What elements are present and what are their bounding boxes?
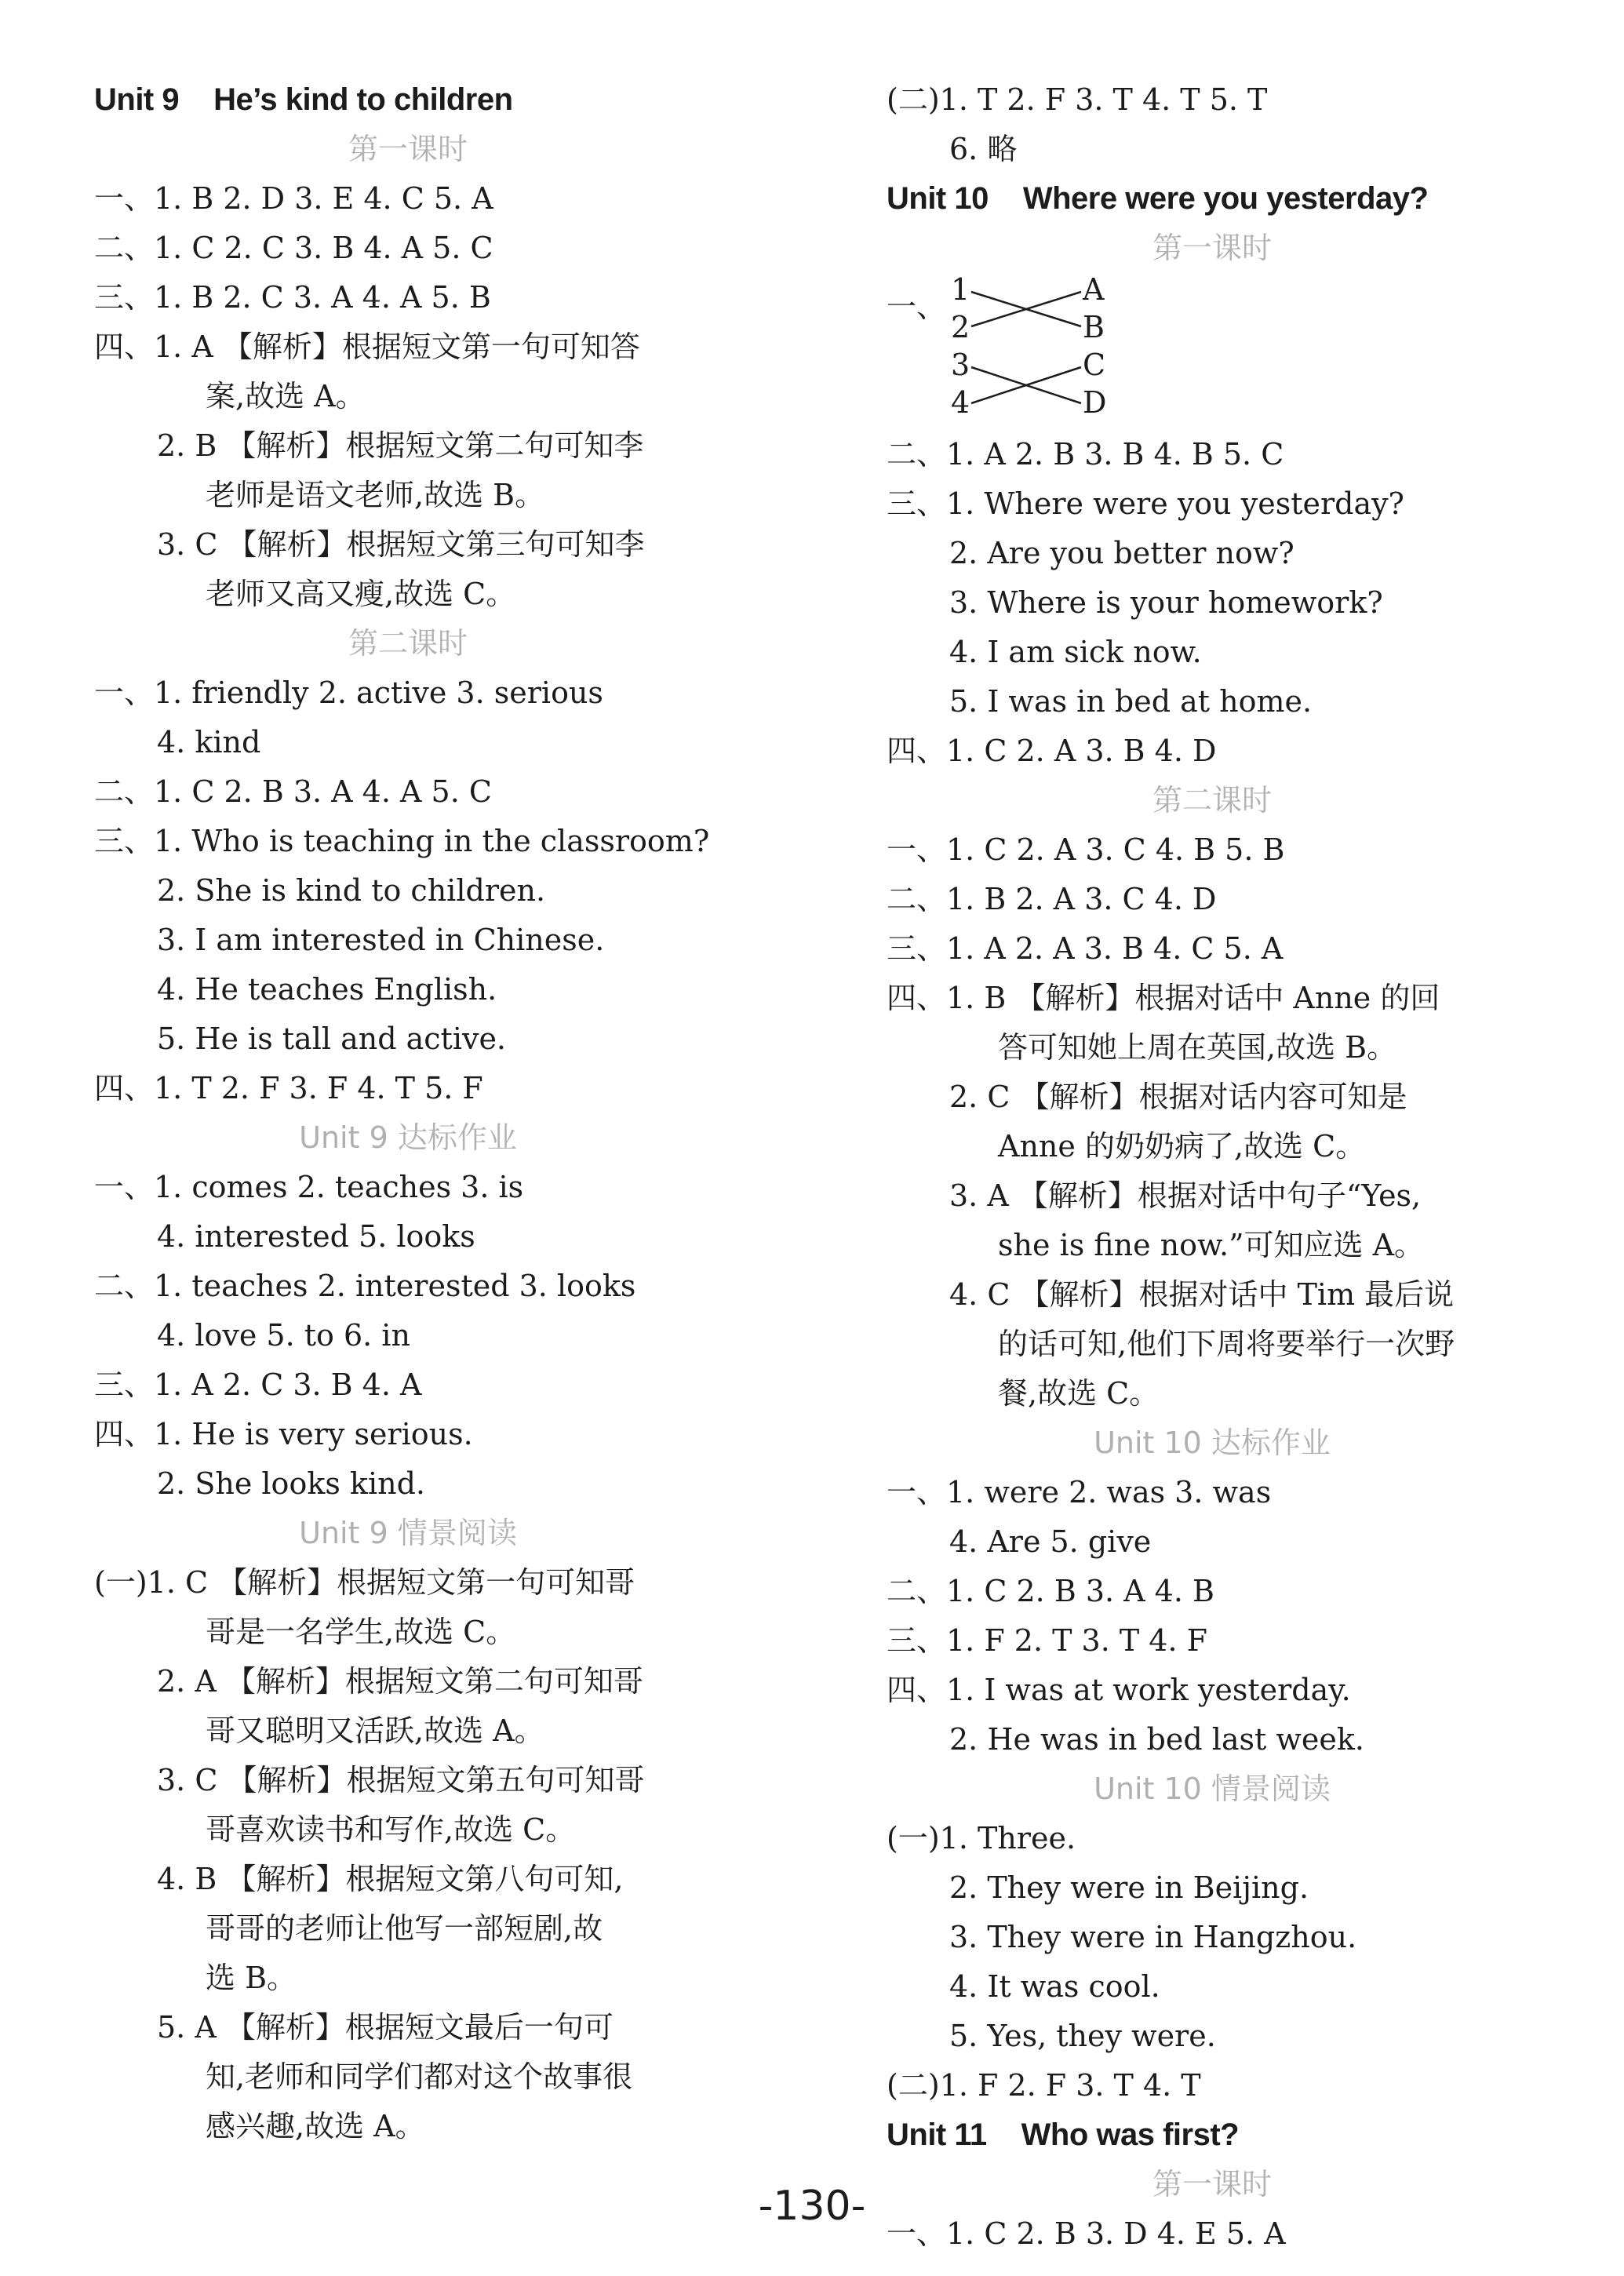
matching-diagram <box>887 273 1538 430</box>
answer-line: 4. love 5. to 6. in <box>157 1318 410 1353</box>
match-number: 1 <box>951 272 970 307</box>
answer-line: 3. I am interested in Chinese. <box>157 923 605 957</box>
answer-line: 二、1. C 2. C 3. B 4. A 5. C <box>94 231 493 265</box>
unit11-title: Unit 11 Who was first? <box>887 2118 1240 2152</box>
answer-line: 四、1. B 【解析】根据对话中 Anne 的回 <box>887 981 1440 1015</box>
answer-line: 5. I was in bed at home. <box>949 684 1313 719</box>
answer-line: 一、1. were 2. was 3. was <box>887 1475 1272 1509</box>
answer-line: 三、1. A 2. A 3. B 4. C 5. A <box>887 931 1284 966</box>
answer-line: 一、1. friendly 2. active 3. serious <box>94 676 603 710</box>
answer-line: 知,老师和同学们都对这个故事很 <box>206 2059 633 2094</box>
matching-label: 一、 <box>887 290 947 324</box>
unit9-title: Unit 9 He’s kind to children <box>94 82 513 117</box>
answer-line: 2. She looks kind. <box>157 1466 425 1501</box>
answer-line: 老师又高又瘦,故选 C。 <box>206 577 516 611</box>
answer-line: 4. kind <box>157 725 261 759</box>
answer-line: 4. Are 5. give <box>949 1524 1152 1559</box>
answer-line: (二)1. F 2. F 3. T 4. T <box>887 2068 1201 2103</box>
answer-line: 3. Where is your homework? <box>949 585 1383 620</box>
answer-line: 四、1. He is very serious. <box>94 1417 473 1451</box>
answer-line: 2. B 【解析】根据短文第二句可知李 <box>157 428 644 463</box>
answer-line: 四、1. A 【解析】根据短文第一句可知答 <box>94 330 640 364</box>
answer-line: 答可知她上周在英国,故选 B。 <box>998 1030 1397 1065</box>
section-heading: 第一课时 <box>1152 2167 1272 2201</box>
answer-line: (二)1. T 2. F 3. T 4. T 5. T <box>887 82 1268 117</box>
answer-line: 一、1. C 2. B 3. D 4. E 5. A <box>887 2216 1286 2251</box>
answer-line: 3. C 【解析】根据短文第五句可知哥 <box>157 1763 645 1797</box>
match-letter: D <box>1083 385 1107 420</box>
answer-line: 哥喜欢读书和写作,故选 C。 <box>206 1812 576 1847</box>
answer-line: 四、1. I was at work yesterday. <box>887 1673 1351 1707</box>
answer-line: 4. B 【解析】根据短文第八句可知, <box>157 1862 624 1896</box>
section-heading: 第一课时 <box>348 132 468 166</box>
answer-line: 5. He is tall and active. <box>157 1021 507 1056</box>
answer-line: 2. They were in Beijing. <box>949 1870 1309 1905</box>
section-heading: Unit 9 达标作业 <box>299 1120 517 1155</box>
answer-line: 三、1. B 2. C 3. A 4. A 5. B <box>94 280 491 315</box>
answer-line: 哥又聪明又活跃,故选 A。 <box>206 1713 544 1748</box>
answer-line: 三、1. F 2. T 3. T 4. F <box>887 1623 1208 1658</box>
answer-line: 2. He was in bed last week. <box>949 1722 1364 1757</box>
answer-line: 2. A 【解析】根据短文第二句可知哥 <box>157 1664 643 1699</box>
match-number: 4 <box>951 385 970 420</box>
answer-line: 4. C 【解析】根据对话中 Tim 最后说 <box>949 1277 1455 1312</box>
answer-line: 二、1. A 2. B 3. B 4. B 5. C <box>887 437 1284 472</box>
answer-line: 2. Are you better now? <box>949 536 1294 570</box>
answer-line: 一、1. B 2. D 3. E 4. C 5. A <box>94 181 493 216</box>
answer-line: 感兴趣,故选 A。 <box>206 2109 425 2143</box>
answer-line: 3. C 【解析】根据短文第三句可知李 <box>157 527 645 562</box>
answer-line: 6. 略 <box>949 132 1018 166</box>
answer-line: 哥哥的老师让他写一部短剧,故 <box>206 1911 603 1946</box>
match-letter: B <box>1083 310 1105 344</box>
answer-line: Anne 的奶奶病了,故选 C。 <box>998 1129 1366 1163</box>
answer-line: 三、1. A 2. C 3. B 4. A <box>94 1367 422 1402</box>
answer-line: 二、1. C 2. B 3. A 4. A 5. C <box>94 774 492 809</box>
answer-line: 选 B。 <box>206 1961 297 1995</box>
answer-line: 一、1. comes 2. teaches 3. is <box>94 1170 524 1204</box>
answer-line: 5. Yes, they were. <box>949 2019 1216 2053</box>
section-heading: Unit 10 达标作业 <box>1094 1426 1331 1460</box>
answer-line: (一)1. C 【解析】根据短文第一句可知哥 <box>94 1565 635 1600</box>
left-column <box>94 75 722 2151</box>
section-heading: 第一课时 <box>1152 231 1272 265</box>
section-heading: 第二课时 <box>348 626 468 661</box>
section-heading: 第二课时 <box>1152 783 1272 818</box>
answer-line: 四、1. C 2. A 3. B 4. D <box>887 734 1217 768</box>
answer-line: 二、1. C 2. B 3. A 4. B <box>887 1574 1214 1608</box>
answer-line: 2. C 【解析】根据对话内容可知是 <box>949 1080 1407 1114</box>
answer-line: 二、1. teaches 2. interested 3. looks <box>94 1269 636 1303</box>
answer-line: 4. He teaches English. <box>157 972 497 1007</box>
answer-line: 二、1. B 2. A 3. C 4. D <box>887 882 1217 916</box>
answer-line: (一)1. Three. <box>887 1821 1076 1855</box>
section-heading: Unit 10 情景阅读 <box>1094 1772 1331 1806</box>
answer-line: 四、1. T 2. F 3. F 4. T 5. F <box>94 1071 483 1105</box>
answer-line: 案,故选 A。 <box>206 379 366 413</box>
answer-line: 4. It was cool. <box>949 1969 1160 2004</box>
match-number: 3 <box>951 348 970 382</box>
answer-line: 一、1. C 2. A 3. C 4. B 5. B <box>887 832 1285 867</box>
answer-line: 4. I am sick now. <box>949 635 1202 669</box>
answer-line: 4. interested 5. looks <box>157 1219 475 1254</box>
answer-line: 5. A 【解析】根据短文最后一句可 <box>157 2010 614 2045</box>
answer-line: 三、1. Where were you yesterday? <box>887 486 1404 521</box>
answer-line: 哥是一名学生,故选 C。 <box>206 1615 516 1649</box>
answer-line: 3. A 【解析】根据对话中句子“Yes, <box>949 1178 1422 1213</box>
answer-line: 餐,故选 C。 <box>998 1376 1160 1411</box>
answer-line: 2. She is kind to children. <box>157 873 546 908</box>
section-heading: Unit 9 情景阅读 <box>299 1516 517 1550</box>
answer-line: 老师是语文老师,故选 B。 <box>206 478 545 512</box>
match-number: 2 <box>951 310 970 344</box>
match-letter: A <box>1083 272 1105 307</box>
right-column <box>887 75 1538 2259</box>
answer-line: 3. They were in Hangzhou. <box>949 1920 1357 1954</box>
answer-line: 的话可知,他们下周将要举行一次野 <box>998 1327 1455 1361</box>
unit10-title: Unit 10 Where were you yesterday? <box>887 181 1429 216</box>
matching-lines <box>887 273 1122 430</box>
answer-line: 三、1. Who is teaching in the classroom? <box>94 824 710 858</box>
match-letter: C <box>1083 348 1106 382</box>
page-number: -130- <box>758 2183 866 2230</box>
answer-line: she is fine now.”可知应选 A。 <box>998 1228 1425 1262</box>
